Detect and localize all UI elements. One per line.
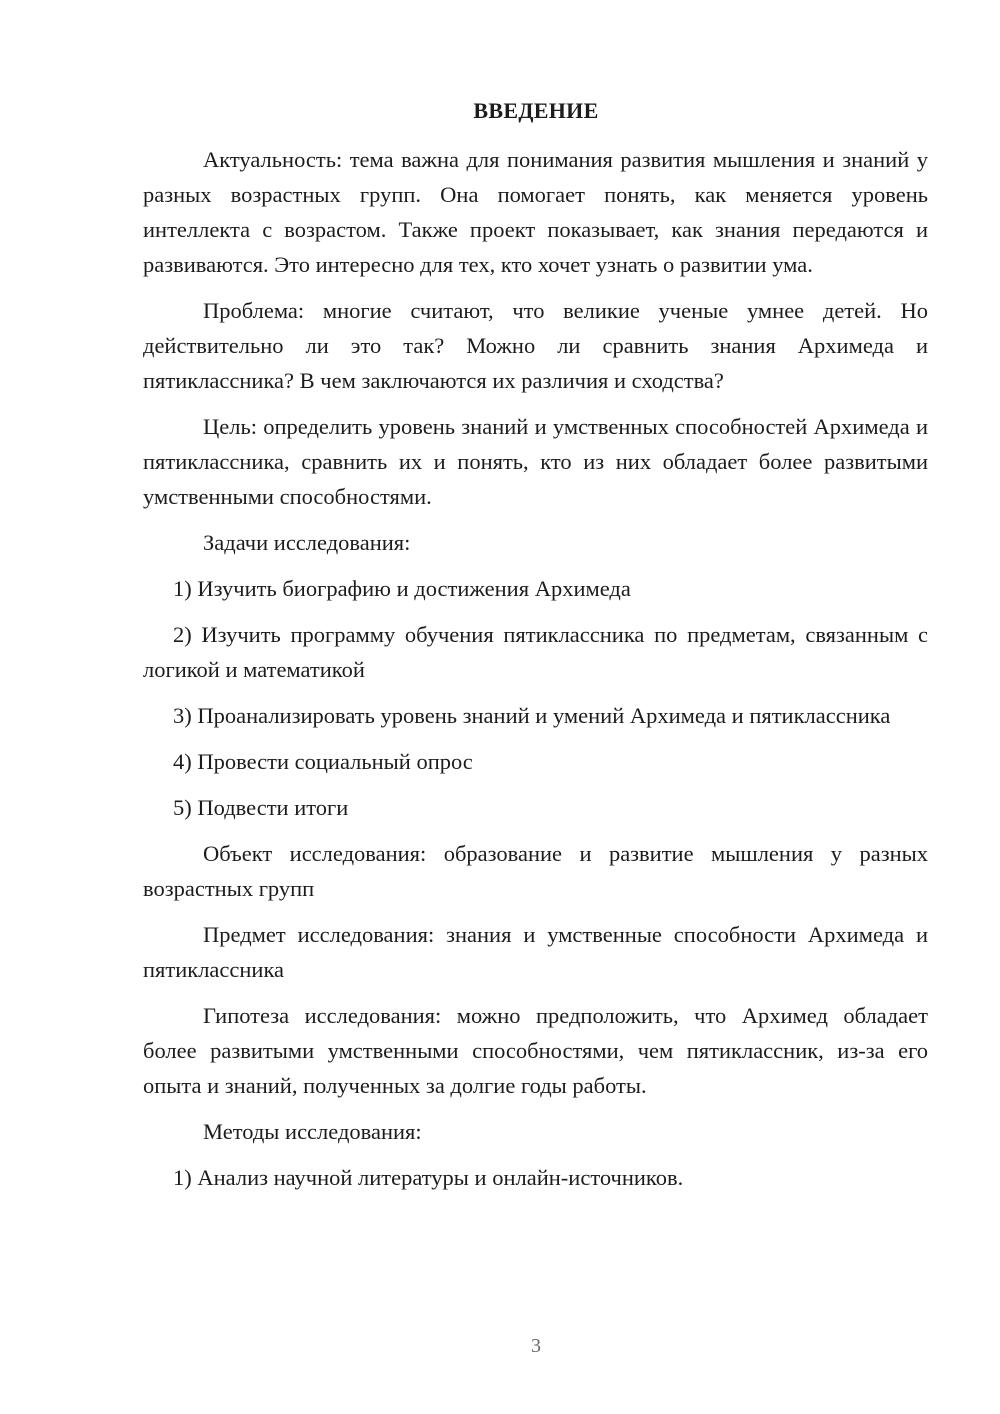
problem-paragraph: Проблема: многие считают, что великие ученые умнее детей. Но действительно ли это так? Можно ли сравнить знания Архимеда и пятиклассника? В чем заключаются их различия и сходства? xyxy=(143,298,928,393)
subject-paragraph: Предмет исследования: знания и умственные способности Архимеда и пятиклассника xyxy=(143,922,928,982)
page-number: 3 xyxy=(531,1335,541,1357)
relevance-paragraph: Актуальность: тема важна для понимания развития мышления и знаний у разных возрастных групп. Она помогает понять, как меняется уровень интеллекта с возрастом. Также проект показывает, как знания передаются и развиваются. Это интересно для тех, кто хочет узнать о развитии ума. xyxy=(143,147,928,277)
task-item: 5) Подвести итоги xyxy=(173,795,349,820)
method-item: 1) Анализ научной литературы и онлайн-источников. xyxy=(173,1165,684,1190)
task-item: 4) Провести социальный опрос xyxy=(173,749,473,774)
hypothesis-paragraph: Гипотеза исследования: можно предположить, что Архимед обладает более развитыми умственными способностями, чем пятиклассник, из-за его опыта и знаний, полученных за долгие годы работы. xyxy=(143,1003,928,1098)
goal-paragraph: Цель: определить уровень знаний и умственных способностей Архимеда и пятиклассника, сравнить их и понять, кто из них обладает более развитыми умственными способностями. xyxy=(143,414,928,509)
methods-heading: Методы исследования: xyxy=(203,1119,422,1144)
task-item: 1) Изучить биографию и достижения Архимеда xyxy=(173,576,631,601)
task-item: 2) Изучить программу обучения пятиклассника по предметам, связанным с логикой и математикой xyxy=(143,622,928,682)
tasks-heading: Задачи исследования: xyxy=(203,530,411,555)
document-body xyxy=(143,142,928,1206)
page-title: ВВЕДЕНИЕ xyxy=(473,98,599,123)
object-paragraph: Объект исследования: образование и развитие мышления у разных возрастных групп xyxy=(143,841,928,901)
task-item: 3) Проанализировать уровень знаний и умений Архимеда и пятиклассника xyxy=(173,703,891,728)
